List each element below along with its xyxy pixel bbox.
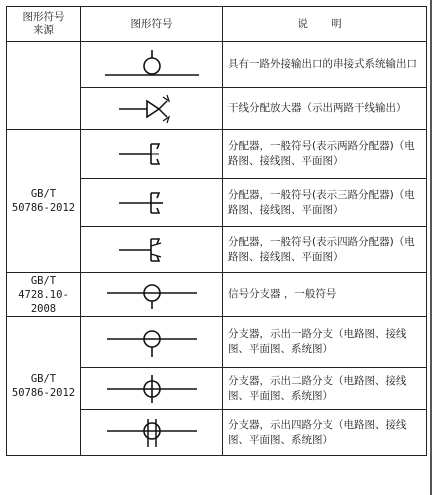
header-source: 图形符号来源	[7, 7, 81, 42]
table-row	[7, 273, 427, 317]
header-description: 说 明	[223, 7, 427, 42]
table-row	[7, 42, 427, 88]
table-row	[7, 130, 427, 179]
symbol-table	[6, 6, 427, 456]
signal-tap-icon	[97, 278, 207, 312]
tap-2way-icon	[97, 372, 207, 406]
description: 分配器，一般符号(表示三路分配器)（电路图、接线图、平面图）	[223, 179, 427, 227]
splitter-4way-icon	[97, 233, 207, 267]
table-row	[7, 317, 427, 368]
description: 信号分支器 ，一般符号	[223, 273, 427, 317]
group-source: GB/T 50786-2012	[7, 317, 81, 456]
symbol-cell	[81, 227, 223, 273]
group-source: GB/T 4728.10-2008	[7, 273, 81, 317]
splitter-3way-icon	[97, 186, 207, 220]
symbol-cell	[81, 42, 223, 88]
symbol-cell	[81, 130, 223, 179]
symbol-cell	[81, 179, 223, 227]
symbol-cell	[81, 273, 223, 317]
description: 具有一路外接输出口的串接式系统输出口	[223, 42, 427, 88]
description: 分配器，一般符号(表示两路分配器)（电路图、接线图、平面图）	[223, 130, 427, 179]
trunk-amplifier-icon	[97, 93, 207, 125]
symbol-cell	[81, 88, 223, 130]
description: 分支器，示出二路分支（电路图、接线图、平面图、系统图）	[223, 368, 427, 410]
series-outlet-icon	[97, 47, 207, 83]
description: 干线分配放大器（示出两路干线输出）	[223, 88, 427, 130]
header-symbol: 图形符号	[81, 7, 223, 42]
symbol-cell	[81, 368, 223, 410]
tap-1way-icon	[97, 323, 207, 361]
group-source: GB/T 50786-2012	[7, 130, 81, 273]
splitter-2way-icon	[97, 137, 207, 171]
symbol-cell	[81, 410, 223, 456]
symbol-cell	[81, 317, 223, 368]
group-source	[7, 42, 81, 130]
description: 分支器，示出四路分支（电路图、接线图、平面图、系统图）	[223, 410, 427, 456]
tap-4way-icon	[97, 415, 207, 451]
description: 分配器，一般符号(表示四路分配器)（电路图、接线图、平面图）	[223, 227, 427, 273]
table-header	[7, 7, 427, 42]
description: 分支器，示出一路分支（电路图、接线图、平面图、系统图）	[223, 317, 427, 368]
